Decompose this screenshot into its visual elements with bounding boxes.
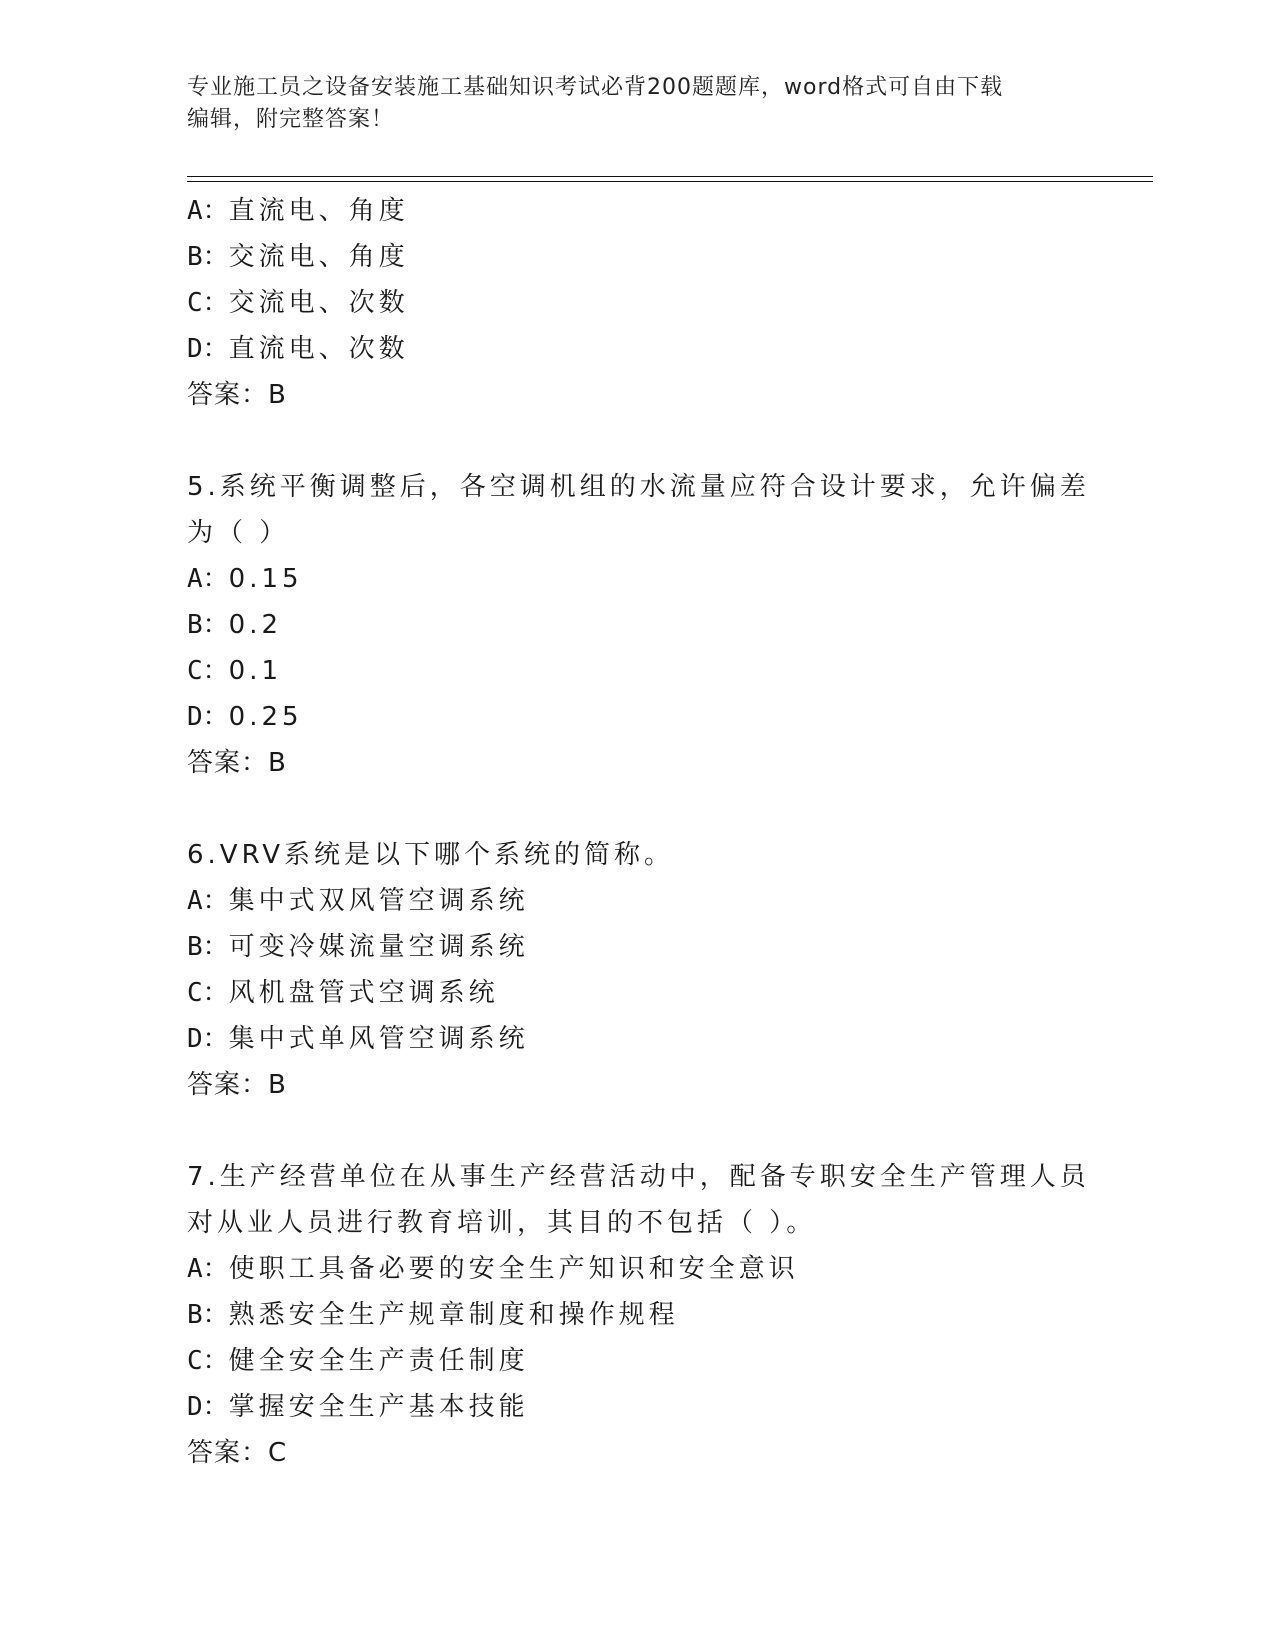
question-stem-continued: 为（ ） <box>187 518 290 548</box>
answer: 答案：B <box>187 380 287 410</box>
option-d: D：直流电、次数 <box>187 334 409 364</box>
question-7 <box>187 1154 1147 1476</box>
spacer <box>187 1108 1147 1154</box>
header-divider-bottom <box>187 181 1153 182</box>
spacer <box>187 786 1147 832</box>
option-a: A：0.15 <box>187 564 303 594</box>
option-b: B：熟悉安全生产规章制度和操作规程 <box>187 1300 679 1330</box>
header-line-1: 专业施工员之设备安装施工基础知识考试必背200题题库，word格式可自由下载 <box>187 75 1004 100</box>
option-d: D：集中式单风管空调系统 <box>187 1024 529 1054</box>
header-divider-top <box>187 176 1153 177</box>
option-c: C：0.1 <box>187 656 283 686</box>
answer: 答案：B <box>187 748 287 778</box>
option-b: B：0.2 <box>187 610 283 640</box>
answer: 答案：B <box>187 1070 287 1100</box>
question-stem: 5.系统平衡调整后，各空调机组的水流量应符合设计要求，允许偏差 <box>187 472 1090 502</box>
option-c: C：交流电、次数 <box>187 288 409 318</box>
spacer <box>187 418 1147 464</box>
question-stem: 6.VRV系统是以下哪个系统的简称。 <box>187 840 675 870</box>
question-5 <box>187 464 1147 786</box>
option-c: C：健全安全生产责任制度 <box>187 1346 529 1376</box>
header-line-2: 编辑，附完整答案！ <box>187 107 395 132</box>
question-stem-continued: 对从业人员进行教育培训，其目的不包括（ ）。 <box>187 1208 817 1238</box>
option-a: A：使职工具备必要的安全生产知识和安全意识 <box>187 1254 799 1284</box>
answer: 答案：C <box>187 1438 288 1468</box>
document-header <box>187 72 1087 136</box>
option-a: A：集中式双风管空调系统 <box>187 886 529 916</box>
option-b: B：可变冷媒流量空调系统 <box>187 932 529 962</box>
option-d: D：0.25 <box>187 702 303 732</box>
question-stem: 7.生产经营单位在从事生产经营活动中，配备专职安全生产管理人员 <box>187 1162 1090 1192</box>
option-c: C：风机盘管式空调系统 <box>187 978 499 1008</box>
question-6 <box>187 832 1147 1108</box>
question-4 <box>187 188 1147 418</box>
option-d: D：掌握安全生产基本技能 <box>187 1392 529 1422</box>
option-b: B：交流电、角度 <box>187 242 409 272</box>
option-a: A：直流电、角度 <box>187 196 409 226</box>
question-content <box>187 188 1147 1476</box>
